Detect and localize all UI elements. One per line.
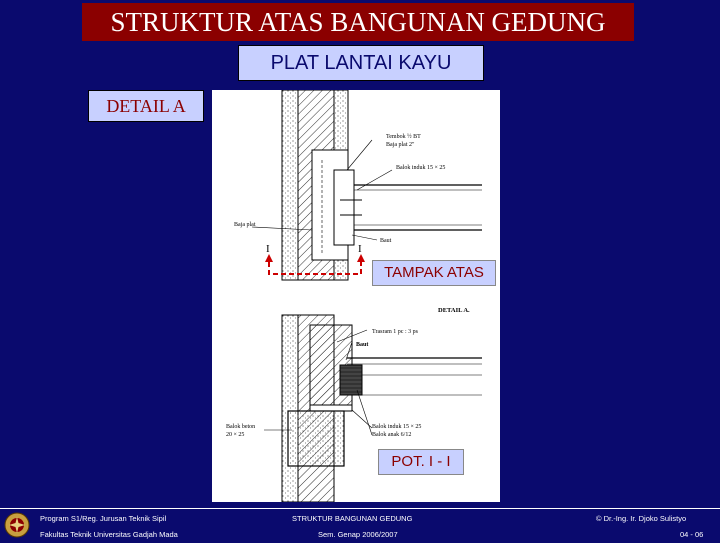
footer-faculty: Fakultas Teknik Universitas Gadjah Mada [40, 530, 178, 539]
footer-page-number: 04 - 06 [680, 530, 704, 539]
section-arrow-right [357, 254, 365, 262]
label-baut-bottom: Baut [356, 342, 369, 348]
label-tembok: Tembok ½ BT [386, 134, 421, 140]
label-balok-anak: Balok anak 6/12 [372, 432, 412, 438]
footer-divider [0, 508, 720, 509]
label-balok-induk-bottom: Balok induk 15 × 25 [372, 424, 422, 430]
detail-caption: DETAIL A. [438, 307, 470, 314]
footer-program: Program S1/Reg. Jurusan Teknik Sipil [40, 514, 167, 523]
slide-subtitle: PLAT LANTAI KAYU [238, 45, 484, 81]
label-trasram: Trasram 1 pc : 3 ps [372, 329, 418, 335]
label-balok-induk-top: Balok induk 15 × 25 [396, 165, 446, 171]
footer-semester: Sem. Genap 2006/2007 [318, 530, 398, 539]
plan-view [234, 90, 482, 280]
footer-course: STRUKTUR BANGUNAN GEDUNG [292, 514, 413, 523]
label-balok-beton: Balok beton [226, 424, 256, 430]
label-balok-beton-size: 20 × 25 [226, 432, 245, 438]
detail-label: DETAIL A [88, 90, 204, 122]
footer-author: © Dr.-Ing. Ir. Djoko Sulistyo [596, 514, 687, 523]
callout-potongan: POT. I - I [378, 449, 464, 475]
callout-tampak-atas: TAMPAK ATAS [372, 260, 496, 286]
university-logo-icon [4, 512, 30, 538]
section-mark-left: I [266, 243, 270, 255]
label-baut-top: Baut [380, 238, 392, 244]
construction-drawing [212, 90, 500, 502]
label-baja-plat-left: Baja plat [234, 222, 256, 228]
section-mark-right: I [358, 243, 362, 255]
section-arrow-left [265, 254, 273, 262]
slide-title: STRUKTUR ATAS BANGUNAN GEDUNG [82, 3, 634, 41]
label-baja-plat-top: Baja plat 2" [386, 142, 415, 148]
